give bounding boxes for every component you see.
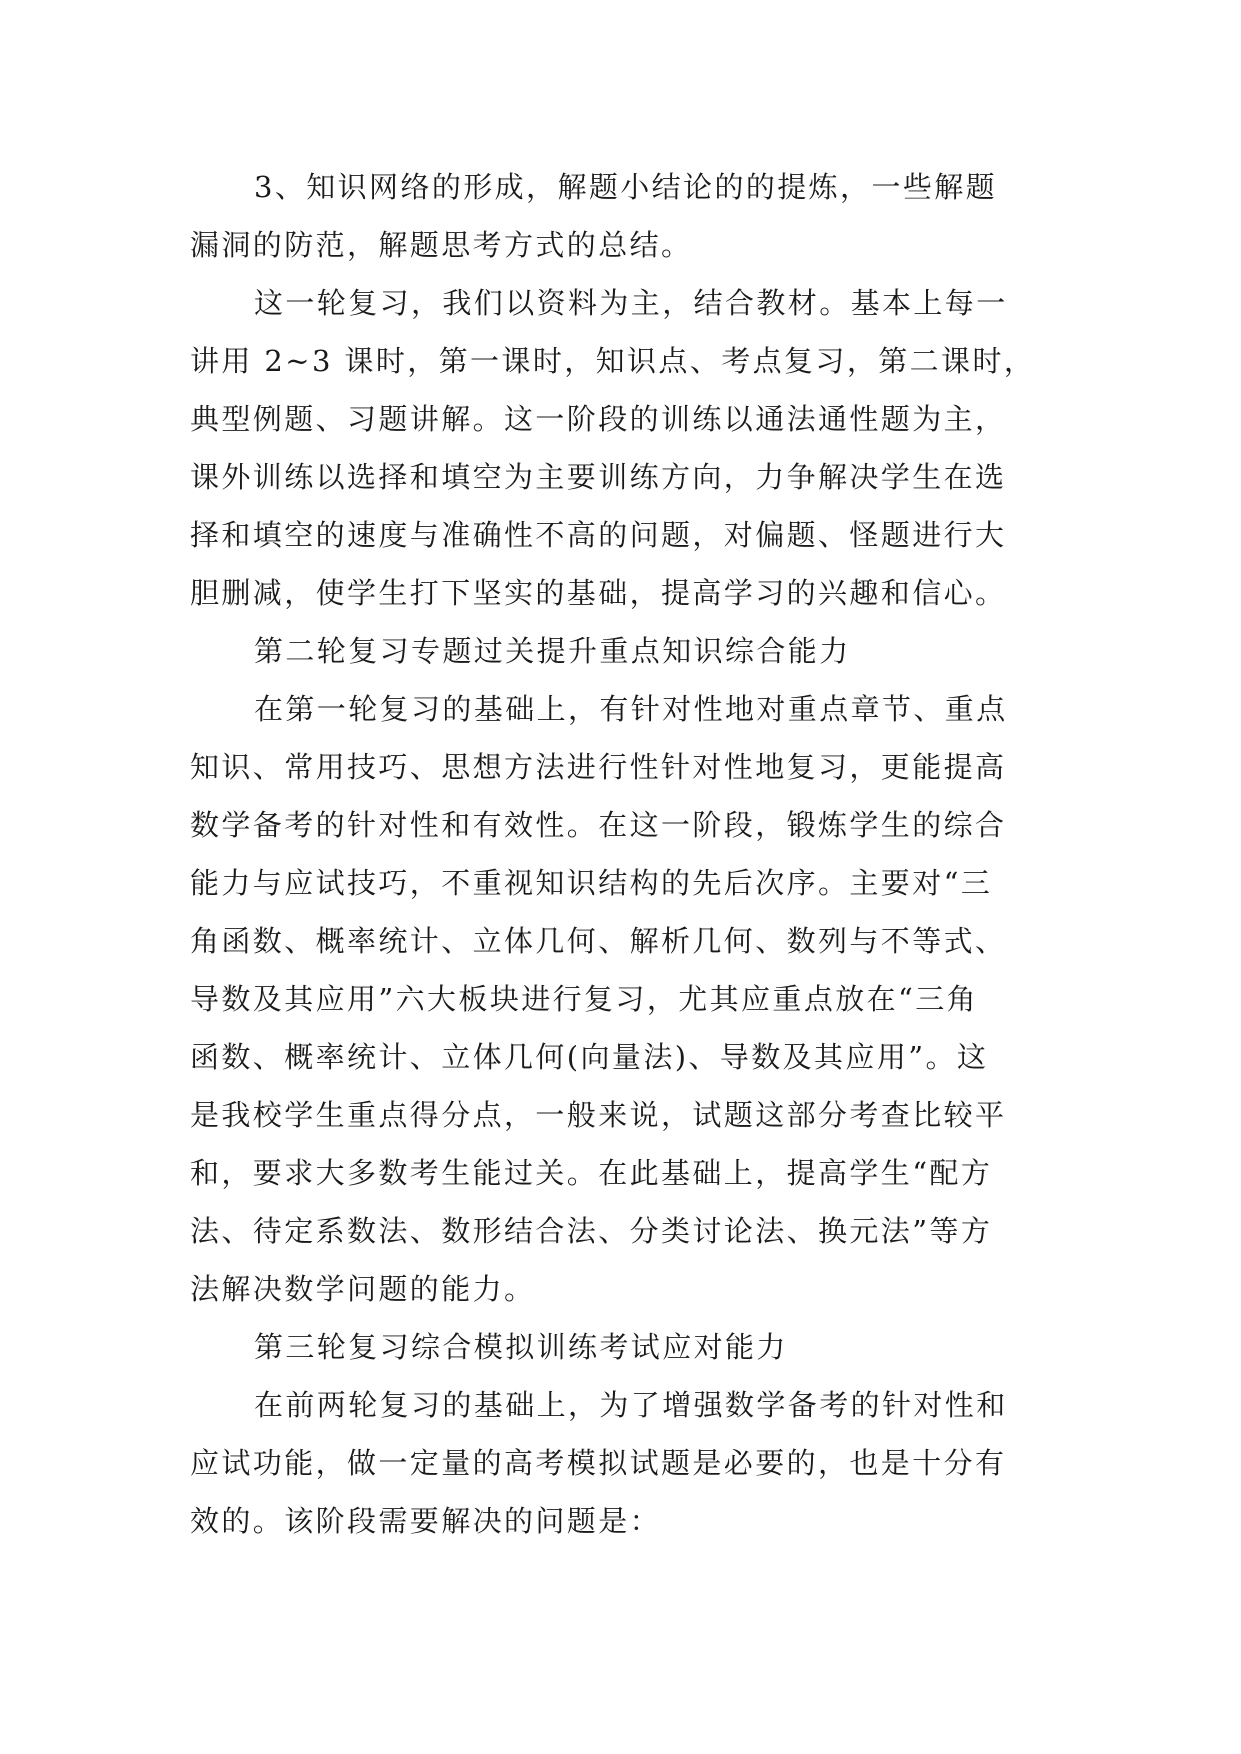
paragraph-line: 知识、常用技巧、思想方法进行性针对性地复习，更能提高: [190, 750, 1007, 784]
document-page: [190, 158, 1060, 1550]
paragraph-line: 函数、概率统计、立体几何(向量法)、导数及其应用”。这: [190, 1040, 989, 1074]
paragraph-line: 应试功能，做一定量的高考模拟试题是必要的，也是十分有: [190, 1446, 1007, 1480]
paragraph-line: 在第一轮复习的基础上，有针对性地对重点章节、重点: [254, 692, 1008, 726]
paragraph-line: 数学备考的针对性和有效性。在这一阶段，锻炼学生的综合: [190, 808, 1007, 842]
paragraph-line: 和，要求大多数考生能过关。在此基础上，提高学生“配方: [190, 1156, 993, 1190]
paragraph-line: 择和填空的速度与准确性不高的问题，对偏题、怪题进行大: [190, 518, 1007, 552]
paragraph-line: 在前两轮复习的基础上，为了增强数学备考的针对性和: [254, 1388, 1008, 1422]
paragraph-line: 导数及其应用”六大板块进行复习，尤其应重点放在“三角: [190, 982, 979, 1016]
paragraph-line: 这一轮复习，我们以资料为主，结合教材。基本上每一: [254, 286, 1008, 320]
paragraph-line: 角函数、概率统计、立体几何、解析几何、数列与不等式、: [190, 924, 1007, 958]
section-heading: 第三轮复习综合模拟训练考试应对能力: [254, 1330, 788, 1364]
section-heading: 第二轮复习专题过关提升重点知识综合能力: [254, 634, 851, 668]
paragraph-line: 效的。该阶段需要解决的问题是：: [190, 1504, 662, 1538]
paragraph-line: 是我校学生重点得分点，一般来说，试题这部分考查比较平: [190, 1098, 1007, 1132]
paragraph-line: 能力与应试技巧，不重视知识结构的先后次序。主要对“三: [190, 866, 993, 900]
paragraph-line: 3、知识网络的形成，解题小结论的的提炼，一些解题: [254, 170, 998, 204]
paragraph-line: 法、待定系数法、数形结合法、分类讨论法、换元法”等方: [190, 1214, 993, 1248]
paragraph-line: 讲用 2~3 课时，第一课时，知识点、考点复习，第二课时，: [190, 344, 1036, 378]
paragraph-line: 典型例题、习题讲解。这一阶段的训练以通法通性题为主，: [190, 402, 1007, 436]
paragraph-line: 胆删减，使学生打下坚实的基础，提高学习的兴趣和信心。: [190, 576, 1007, 610]
paragraph-line: 法解决数学问题的能力。: [190, 1272, 536, 1306]
paragraph-line: 课外训练以选择和填空为主要训练方向，力争解决学生在选: [190, 460, 1007, 494]
paragraph-line: 漏洞的防范，解题思考方式的总结。: [190, 228, 693, 262]
